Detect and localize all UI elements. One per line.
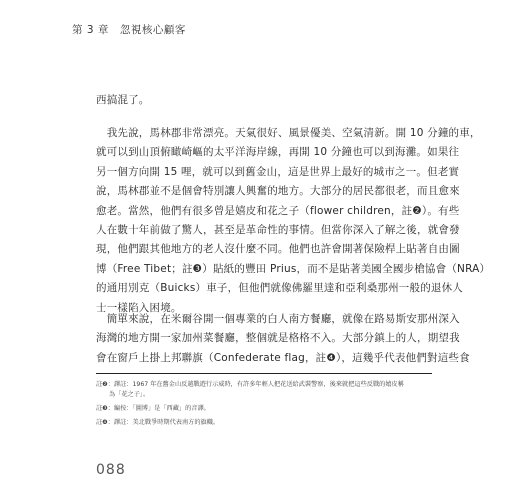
paragraph [96,310,470,368]
text-line: 愈老。當然，他們有很多曾是嬉皮和花之子（flower children，註❷）。有些 [96,204,460,217]
text-line: 西搞混了。 [96,94,150,106]
footnote-line: 為「花之子」。 [109,391,150,398]
footnote [96,380,432,400]
text-line: 簡單來說，在米爾谷開一個專業的白人南方餐廳，就像在路易斯安那州深入 [96,313,460,325]
text-line: 現，他們跟其他地方的老人沒什麼不同。他們也許會開著保險桿上貼著自由圖 [96,243,460,256]
footnote-divider [96,373,432,374]
footnotes [96,373,432,432]
text-line: 海灣的地方開一家加州菜餐廳，整個就是格格不入。大部分鎮上的人，期望我 [96,332,460,345]
running-header: 第 3 章 忽視核心顧客 [72,24,186,36]
footnote-line: 註❸：編按：「圖博」是「西藏」的音譯。 [96,405,210,412]
page-number: 088 [96,462,126,478]
paragraph [96,124,491,318]
text-line: 就可以到山頂俯瞰崎嶇的太平洋海岸線，再開 10 分鐘也可以到海灘。如果往 [96,146,460,159]
footnote [96,418,432,428]
text-line: 說，馬林郡並不是個會特別讓人興奮的地方。大部分的居民都很老，而且愈來 [96,185,460,198]
footnote-line: 註❷：譯註：1967 年在舊金山反越戰遊行示威時，有許多年輕人把花送給武裝警察，後來就把這些反戰的嬉皮稱 [96,381,404,388]
text-line: 人在數十年前做了驚人，甚至是革命性的事情。但當你深入了解之後，就會發 [96,224,460,237]
text-line: 另一個方向開 15 哩，就可以到舊金山，這是世界上最好的城市之一。但老實 [96,165,460,178]
footnote-line: 註❹：譯註：美北戰爭時期代表南方的旗幟。 [96,419,220,426]
text-line: 士一樣陷入困境。 [96,301,182,314]
paragraph [96,91,432,110]
text-line: 的通用別克（Buicks）車子，但他們就像佛羅里達和亞利桑那州一般的退休人 [96,282,463,295]
footnote [96,404,432,414]
text-line: 會在窗戶上掛上邦聯旗（Confederate flag，註❹），這幾乎代表他們對這些食 [96,351,470,364]
text-line: 博（Free Tibet；註❸）貼紙的豐田 Prius，而不是貼著美國全國步槍協會（NRA） [96,262,491,275]
text-line: 我先說，馬林郡非常漂亮。天氣很好、風景優美、空氣清新。開 10 分鐘的車， [96,127,481,139]
